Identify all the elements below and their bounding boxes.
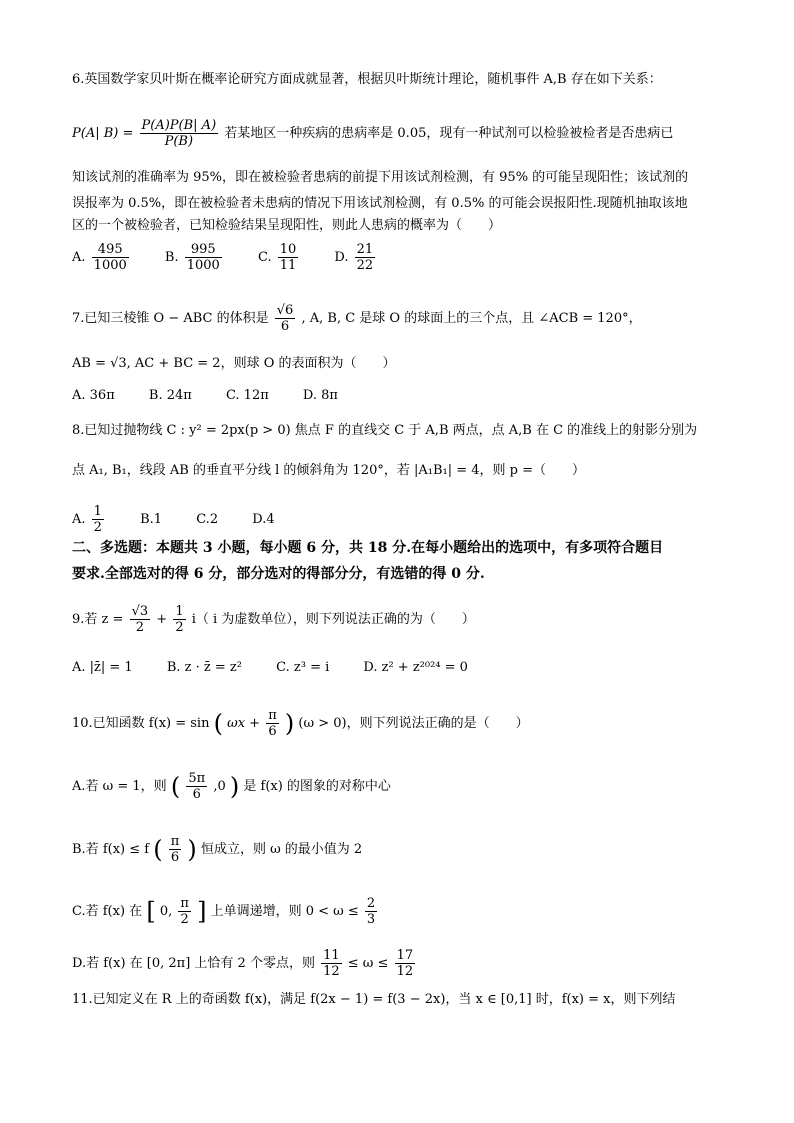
q7-choice-c[interactable]: C. 12π [225, 388, 269, 403]
q6-choice-c-label: C. [257, 250, 272, 265]
q6-choice-d[interactable] [334, 242, 377, 273]
q10-line-1-a: 10.已知函数 f(x) = sin [72, 716, 210, 731]
q7-choice-b[interactable]: B. 24π [148, 388, 192, 403]
q10-line-1-b: (ω > 0)，则下列说法正确的是（ ） [298, 716, 529, 731]
q10-option-a-den: 6 [192, 787, 201, 802]
q8-choice-a-label: A. [72, 512, 86, 527]
q9-choice-d[interactable]: D. z² + z²⁰²⁴ = 0 [363, 660, 468, 675]
q10-option-d-upper-den: 12 [396, 964, 414, 979]
q6-choices [72, 242, 407, 273]
q7-line-1 [72, 303, 642, 334]
q9-fraction-2-den: 2 [175, 620, 184, 635]
q6-formula-numerator: P(A)P(B| A) [141, 118, 217, 133]
q10-option-b-text-2: 恒成立，则 ω 的最小值为 2 [200, 842, 363, 857]
q6-line-2 [72, 118, 673, 149]
q9-choice-c[interactable]: C. z³ = i [276, 660, 330, 675]
q7-line-1-a: 7.已知三棱锥 O − ABC 的体积是 [72, 311, 269, 326]
q11-line-1: 11.已知定义在 R 上的奇函数 f(x)，满足 f(2x − 1) = f(3 − 2x)，当 x ∈ [0,1] 时，f(x) = x，则下列结 [72, 992, 676, 1007]
q10-option-d-upper-num: 17 [396, 948, 414, 963]
q10-option-c-text-1: C.若 f(x) 在 [72, 904, 143, 919]
q6-choice-c-den: 11 [279, 258, 297, 273]
q6-line-3: 知该试剂的准确率为 95%，即在被检验者患病的前提下用该试剂检测，有 95% 的可能呈现阳性；该试剂的 [72, 170, 689, 185]
q10-option-d-text-1: D.若 f(x) 在 [0, 2π] 上恰有 2 个零点，则 [72, 956, 315, 971]
q10-inner: ωx + [227, 716, 261, 731]
q10-line-1: 10.已知函数 f(x) = sin ( ωx + $\frac{\pi}{6}$ ) (ω > 0)，则下列说法正确的是（ ） [72, 708, 529, 739]
q6-formula-fraction [140, 118, 219, 149]
q6-choice-b-label: B. [164, 250, 179, 265]
q7-choice-d[interactable]: D. 8π [302, 388, 338, 403]
q10-option-c[interactable]: C.若 f(x) 在 [ 0, $\frac{\pi}{2}$ ] 上单调递增，则 0 < ω ≤ $\frac{2}{3}$ [72, 896, 376, 927]
q10-option-a[interactable]: A.若 ω = 1，则 ( $\frac{5\pi}{6}$ ,0 ) 是 f(x) 的图象的对称中心 [72, 771, 391, 802]
q8-choice-a-den: 2 [93, 520, 102, 535]
q10-option-b[interactable]: B.若 f(x) ≤ f ( $\frac{\pi}{6}$ ) 恒成立，则 ω 的最小值为 2 [72, 834, 363, 865]
q7-choice-a[interactable]: A. 36π [72, 388, 115, 403]
q6-line-1: 6.英国数学家贝叶斯在概率论研究方面成就显著，根据贝叶斯统计理论，随机事件 A,B 存在如下关系： [72, 72, 662, 87]
q6-line-5: 区的一个被检验者，已知检验结果呈现阳性，则此人患病的概率为（ ） [72, 218, 502, 233]
q6-choice-a[interactable] [72, 242, 131, 273]
q6-line-4: 误报率为 0.5%，即在被检验者未患病的情况下用该试剂检测，有 0.5% 的可能会误报阳性.现随机抽取该地 [72, 196, 688, 211]
q6-choice-d-num: 21 [356, 242, 374, 257]
q9-choice-a[interactable]: A. |z̄| = 1 [72, 660, 133, 675]
q9-choices [72, 658, 498, 678]
q10-option-d[interactable] [72, 948, 417, 979]
q9-choice-b[interactable]: B. z · z̄ = z² [166, 660, 242, 675]
q10-option-c-interval: 0, [159, 904, 173, 919]
q9-fraction-2-num: 1 [175, 604, 184, 619]
q10-option-c-bound-den: 3 [366, 912, 376, 927]
q10-pi-num: π [268, 708, 277, 723]
q9-fraction-1-den: 2 [135, 620, 144, 635]
q6-formula-denominator: P(B) [164, 134, 194, 149]
q6-choice-c[interactable] [258, 242, 300, 273]
q10-option-d-lower-num: 11 [323, 948, 340, 963]
q10-option-c-den: 2 [180, 912, 189, 927]
q7-line-2: AB = √3, AC + BC = 2，则球 O 的表面积为（ ） [72, 356, 396, 371]
q10-option-a-text-3: 是 f(x) 的图象的对称中心 [243, 779, 391, 794]
q9-line-1 [72, 604, 475, 635]
q8-line-1: 8.已知过抛物线 C : y² = 2px(p > 0) 焦点 F 的直线交 C 于 A,B 两点，点 A,B 在 C 的准线上的射影分别为 [72, 423, 698, 438]
q8-choice-b[interactable]: B.1 [140, 512, 163, 527]
q9-fraction-1-num: √3 [131, 604, 149, 619]
q10-option-b-text-1: B.若 f(x) ≤ f [72, 842, 150, 857]
q8-choice-c[interactable]: C.2 [196, 512, 219, 527]
q10-option-d-text-2: ≤ ω ≤ [347, 956, 389, 971]
q10-option-c-text-2: 上单调递增，则 0 < ω ≤ [210, 904, 359, 919]
q10-option-c-bound-num: 2 [366, 896, 376, 911]
q10-option-a-text-1: A.若 ω = 1，则 [72, 779, 167, 794]
q8-choice-a[interactable] [72, 504, 106, 535]
q9-plus: + [156, 612, 168, 627]
q7-choices [72, 386, 368, 406]
q7-volume-den: 6 [280, 319, 290, 334]
q6-choice-b[interactable] [165, 242, 224, 273]
q8-line-2: 点 A₁, B₁，线段 AB 的垂直平分线 l 的倾斜角为 120°，若 |A₁B₁| = 4，则 p =（ ） [72, 463, 585, 478]
section-2-heading-line-2: 要求.全部选对的得 6 分，部分选对的得部分分，有选错的得 0 分. [72, 566, 485, 582]
q9-prefix: 9.若 z = [72, 612, 124, 627]
q6-choice-c-num: 10 [279, 242, 297, 257]
q6-choice-a-den: 1000 [93, 258, 127, 273]
q10-option-c-num: π [180, 896, 189, 911]
q10-option-d-lower-den: 12 [323, 964, 340, 979]
q10-option-a-num: 5π [188, 771, 206, 786]
q7-line-1-b: , A, B, C 是球 O 的球面上的三个点，且 ∠ACB = 120°， [301, 311, 642, 326]
q8-choices [72, 504, 305, 535]
q8-choice-a-num: 1 [93, 504, 102, 519]
q6-line-2-text: 若某地区一种疾病的患病率是 0.05，现有一种试剂可以检验被检者是否患病已 [224, 126, 674, 141]
section-2-heading-line-1: 二、多选题：本题共 3 小题，每小题 6 分，共 18 分.在每小题给出的选项中，有多项符合题目 [72, 540, 664, 556]
q9-suffix: i（ i 为虚数单位），则下列说法正确的为（ ） [191, 612, 475, 627]
q6-choice-b-num: 995 [185, 242, 222, 258]
q6-choice-a-num: 495 [92, 242, 129, 258]
q10-option-b-num: π [170, 834, 180, 849]
q7-volume-num: √6 [276, 303, 294, 318]
q6-choice-d-den: 22 [356, 258, 374, 273]
q8-choice-d[interactable]: D.4 [252, 512, 275, 527]
q6-choice-b-den: 1000 [186, 258, 220, 273]
q6-formula-lhs: P(A| B) = [72, 126, 134, 141]
q10-pi-den: 6 [268, 724, 277, 739]
q6-choice-a-label: A. [72, 250, 86, 265]
q10-option-b-den: 6 [170, 850, 180, 865]
q6-choice-d-label: D. [334, 250, 349, 265]
q10-option-a-text-2: ,0 [213, 779, 226, 794]
